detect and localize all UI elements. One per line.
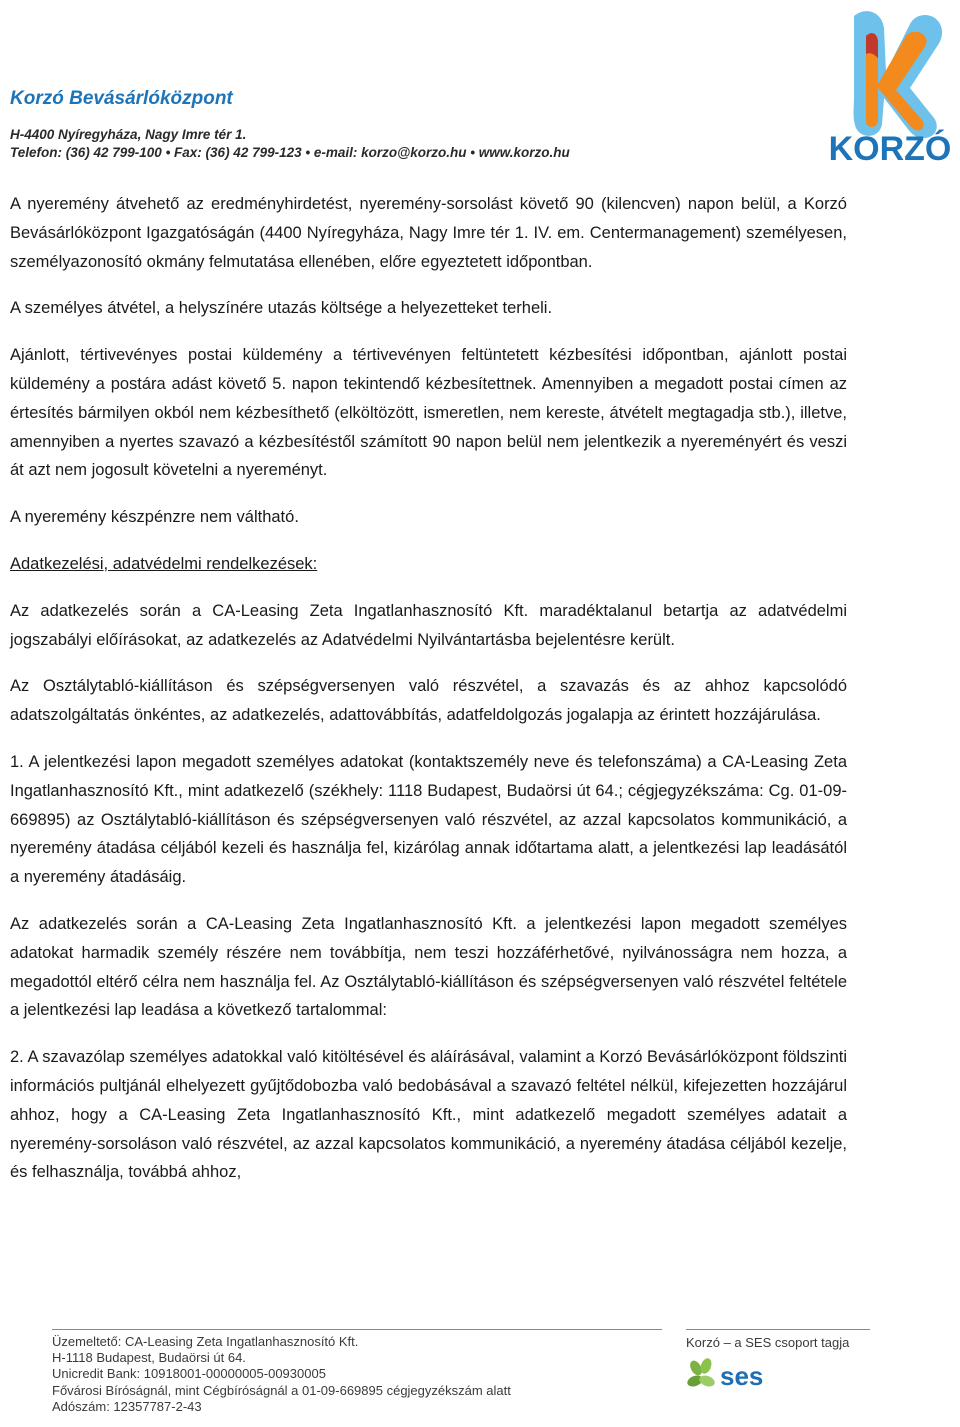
paragraph-postal-delivery: Ajánlott, tértivevényes postai küldemény a tértivevényen feltüntetett kézbesítési időpontban, ajánlott postai küldemény a postára adást követő 5. napon tekintendő kézbesítettnek. Amennyiben a megadott postai címen az értesítés bármilyen okból nem kézbesíthető (elköltözött, ismeretlen, nem kereste, átvételt megtagadja stb.), illetve, amennyiben a nyertes szavazó a kézbesítéstől számított 90 napon belül nem jelentkezik a nyereményért és veszi át azt nem jogosult követelni a nyereményt. [10,346,847,480]
operator-address: H-1118 Budapest, Budaörsi út 64. [52,1350,246,1366]
paragraph-no-transfer: Az adatkezelés során a CA-Leasing Zeta Ingatlanhasznosító Kft. a jelentkezési lapon megadott személyes adatokat harmadik személy részére nem továbbítja, nem teszi hozzáférhetővé, nyilvánosságra nem hozza, a megadottól eltérő célra nem használja fel. Az Osztálytabló-kiállításon és szépségversenyen való részvétel feltétele a jelentkezési lap leadása a következő tartalommal: [10,914,847,1020]
ses-logo [686,1358,776,1392]
ses-leaf-icon [686,1358,716,1388]
company-name: Korzó Bevásárlóközpont [10,88,233,109]
footer-divider-right [686,1329,870,1330]
operator-bank: Unicredit Bank: 10918001-00000005-00930005 [52,1366,326,1382]
korzo-logo [826,6,954,166]
company-contact: Telefon: (36) 42 799-100 • Fax: (36) 42 799-123 • e-mail: korzo@korzo.hu • www.korzo.hu [10,145,570,160]
section-heading-text: Adatkezelési, adatvédelmi rendelkezések: [10,554,318,573]
footer [0,1320,960,1427]
operator-registry: Fővárosi Bíróságnál, mint Cégbíróságnál a 01-09-669895 cégjegyzékszám alatt [52,1382,511,1398]
paragraph-pickup: A nyeremény átvehető az eredményhirdetést, nyeremény-sorsolást követő 90 (kilencven) napon belül, a Korzó Bevásárlóközpont Igazgatóságán (4400 Nyíregyháza, Nagy Imre tér 1. IV. em. Centermanagement) személyesen, személyazonosító okmány felmutatása ellenében, előre egyeztetett időpontban. [10,195,847,271]
company-address: H-4400 Nyíregyháza, Nagy Imre tér 1. [10,127,247,142]
letterhead [0,0,960,175]
operator-details [52,1334,511,1415]
group-label: Korzó – a SES csoport tagja [686,1335,850,1350]
paragraph-compliance: Az adatkezelés során a CA-Leasing Zeta Ingatlanhasznosító Kft. maradéktalanul betartja az adatvédelmi jogszabályi előírásokat, az adatkezelés az Adatvédelmi Nyilvántartásba bejelentésre került. [10,601,847,649]
paragraph-point-2: 2. A szavazólap személyes adatokkal való kitöltésével és aláírásával, valamint a Korzó Bevásárlóközpont földszinti információs pultjánál elhelyezett gyűjtődobozba való bedobásával a szavazó feltétel nélkül, kifejezetten hozzájárul ahhoz, hogy a CA-Leasing Zeta Ingatlanhasznosító Kft., mint adatkezelő megadott személyes adatait a nyeremény-sorsoláson való részvétel, az azzal kapcsolatos kommunikáció, a nyeremény átadása céljából kezelje, és felhasználja, továbbá ahhoz, [10,1048,847,1182]
logo-text: KORZÓ [828,130,952,166]
paragraph-no-cash: A nyeremény készpénzre nem váltható. [10,508,299,527]
paragraph-point-1: 1. A jelentkezési lapon megadott személyes adatokat (kontaktszemély neve és telefonszáma) a CA-Leasing Zeta Ingatlanhasznosító Kft., mint adatkezelő (székhely: 1118 Budapest, Budaörsi út 64.; cégjegyzékszáma: Cg. 01-09-669895) az Osztálytabló-kiállításon és szépségversenyen való részvétel, az azzal kapcsolatos kommunikáció, a nyeremény átadása céljából kezeli és használja fel, kizárólag annak időtartama alatt, a jelentkezési lap leadásától a nyeremény átadásáig. [10,752,847,887]
section-heading-data-protection [10,550,847,579]
paragraph-voluntary: Az Osztálytabló-kiállításon és szépségversenyen való részvétel, a szavazás és az ahhoz kapcsolódó adatszolgáltatás önkéntes, az adatkezelés, adattovábbítás, adatfeldolgozás jogalapja az érintett hozzájárulása. [10,677,847,725]
ses-logo-text: ses [720,1361,764,1391]
footer-divider-left [52,1329,662,1330]
document-body [10,190,847,1205]
operator-name: Üzemeltető: CA-Leasing Zeta Ingatlanhasznosító Kft. [52,1334,359,1349]
paragraph-travel-cost: A személyes átvétel, a helyszínére utazás költsége a helyezetteket terheli. [10,299,553,318]
operator-tax-number: Adószám: 12357787-2-43 [52,1398,202,1414]
